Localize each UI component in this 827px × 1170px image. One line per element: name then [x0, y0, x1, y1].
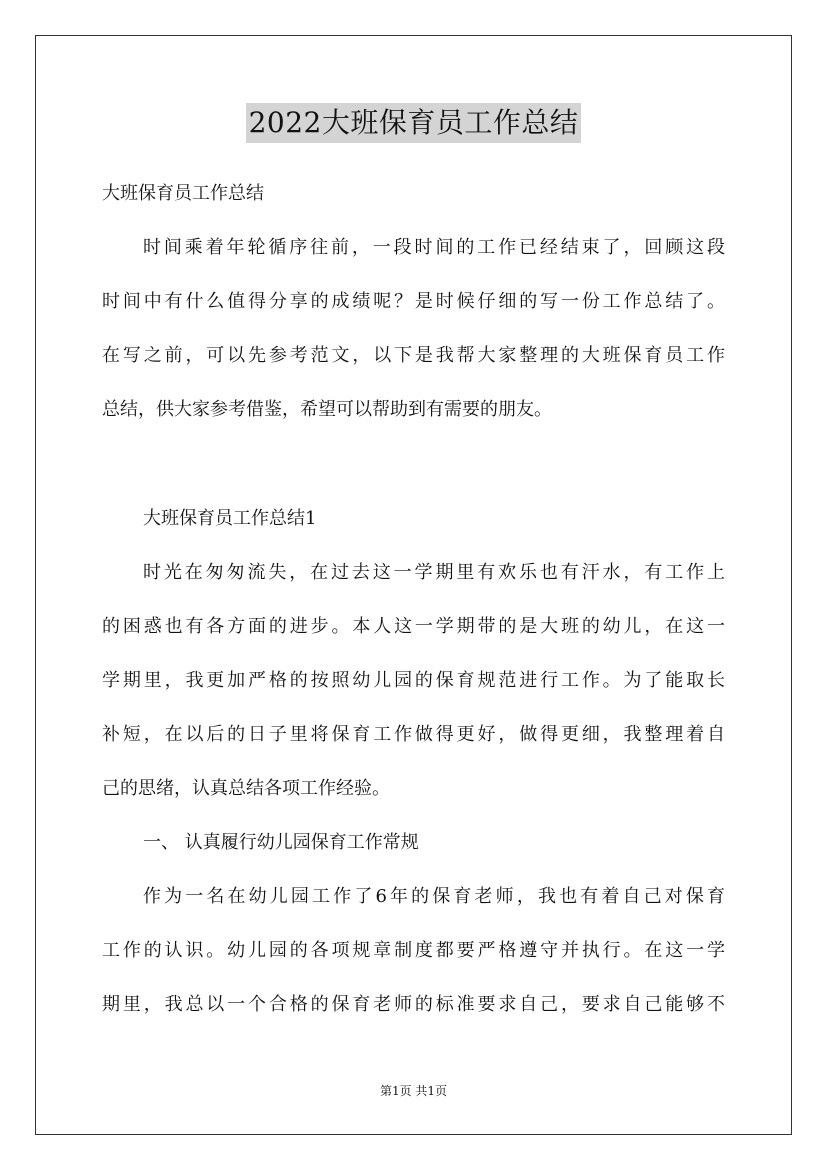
para1-line-3: 学期里，我更加严格的按照幼儿园的保育规范进行工作。为了能取长 — [102, 670, 725, 691]
title-container — [0, 103, 827, 143]
para1-line-2: 的困惑也有各方面的进步。本人这一学期带的是大班的幼儿，在这一 — [102, 616, 725, 637]
para1-line-1: 时光在匆匆流失，在过去这一学期里有欢乐也有汗水，有工作上 — [143, 562, 725, 583]
document-subtitle: 大班保育员工作总结 — [102, 183, 264, 204]
section-heading: 大班保育员工作总结1 — [143, 508, 317, 529]
para2-line-2: 工作的认识。幼儿园的各项规章制度都要严格遵守并执行。在这一学 — [102, 940, 725, 961]
para2-line-1: 作为一名在幼儿园工作了6年的保育老师，我也有着自己对保育 — [143, 886, 725, 907]
page-footer: 第1页 共1页 — [379, 1084, 448, 1098]
intro-line-2: 时间中有什么值得分享的成绩呢？是时候仔细的写一份工作总结了。 — [102, 291, 725, 312]
para1-line-4: 补短，在以后的日子里将保育工作做得更好，做得更细，我整理着自 — [102, 724, 725, 745]
intro-line-1: 时间乘着年轮循序往前，一段时间的工作已经结束了，回顾这段 — [143, 237, 725, 258]
para2-line-3: 期里，我总以一个合格的保育老师的标准要求自己，要求自己能够不 — [102, 994, 725, 1015]
para1-line-5: 己的思绪，认真总结各项工作经验。 — [102, 778, 390, 799]
intro-line-4: 总结，供大家参考借鉴，希望可以帮助到有需要的朋友。 — [102, 399, 552, 420]
document-title: 2022大班保育员工作总结 — [246, 103, 582, 143]
intro-line-3: 在写之前，可以先参考范文，以下是我帮大家整理的大班保育员工作 — [102, 345, 725, 366]
sub-heading: 一、 认真履行幼儿园保育工作常规 — [143, 832, 419, 853]
